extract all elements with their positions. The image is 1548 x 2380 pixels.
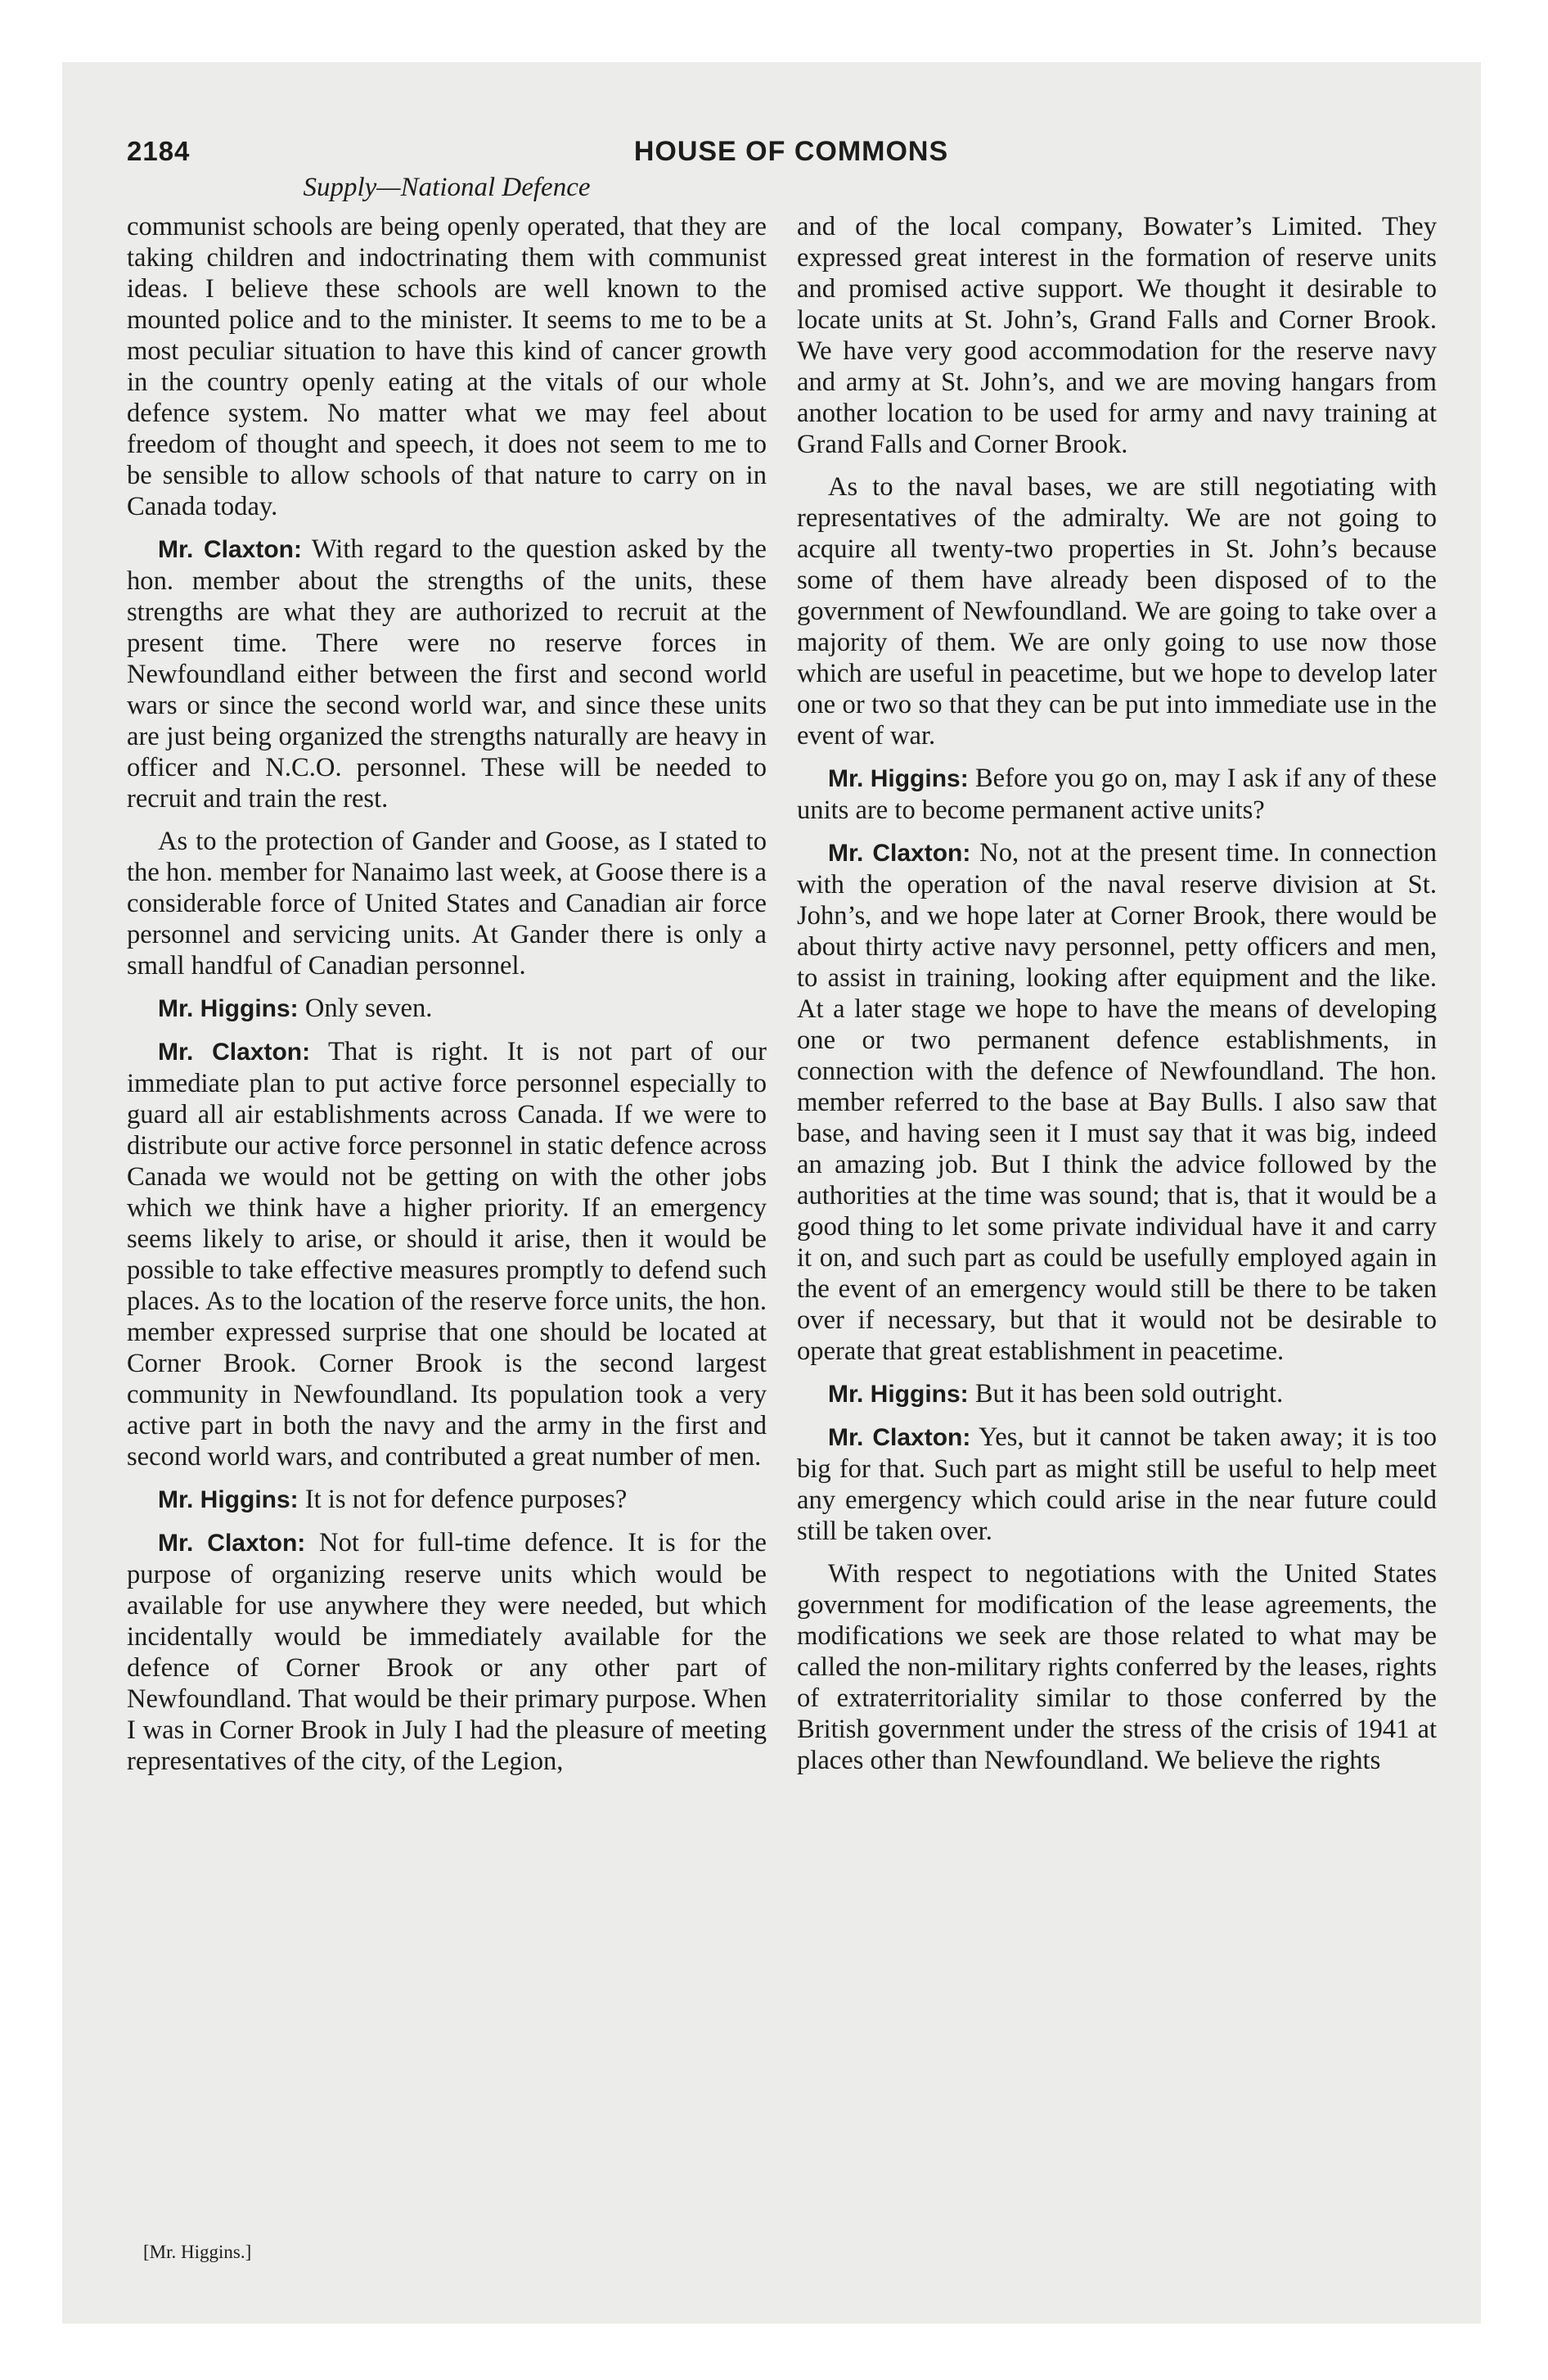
- speech: [797, 763, 1437, 826]
- speaker-name: Mr. Claxton:: [158, 1530, 306, 1557]
- left-column: [127, 211, 767, 1777]
- speech-text: But it has been sold outright.: [968, 1379, 1284, 1409]
- paragraph: communist schools are being openly operated, that they are taking children and indoctrinating them with communist ideas. I believe these schools are well known to the mounted police and to the minister. It seems to me to be a most peculiar situation to have this kind of cancer growth in the country openly eating at the vitals of our whole defence system. No matter what we may feel about freedom of thought and speech, it does not seem to me to be sensible to allow schools of that nature to carry on in Canada today.: [127, 212, 767, 521]
- footer-reference: [Mr. Higgins.]: [143, 2242, 252, 2262]
- speech-text: With regard to the question asked by the hon. member about the strengths of the units, these strengths are what they are authorized to recruit at the present time. There were no reserve forces in Newfoundland either between the first and second world wars or since the second world war, and since these units are just being organized the strengths naturally are heavy in officer and N.C.O. personnel. These will be needed to recruit and train the rest.: [127, 534, 767, 814]
- speech: [127, 1527, 767, 1777]
- page-header-title: HOUSE OF COMMONS: [633, 136, 949, 167]
- speech-text: No, not at the present time. In connection with the operation of the naval reserve division at St. John’s, and we hope later at Corner Brook, there would be about thirty active navy personnel, petty officers and men, to assist in training, looking after equipment and the like. At a later stage we hope to have the means of developing one or two permanent defence establishments, in connection with the defence of Newfoundland. The hon. member referred to the base at Bay Bulls. I also saw that base, and having seen it I must say that it was big, indeed an amazing job. But I think the advice followed by the authorities at the time was sound; that is, that it would be a good thing to let some private individual have it and carry it on, and such part as could be usefully employed again in the event of an emergency would still be there to be taken over if necessary, but that it would not be desirable to operate that great establishment in peacetime.: [797, 838, 1437, 1366]
- speaker-name: Mr. Claxton:: [158, 536, 302, 563]
- speaker-name: Mr. Higgins:: [828, 765, 969, 792]
- speech-text: Before you go on, may I ask if any of these units are to become permanent active units?: [797, 764, 1437, 825]
- speech: [127, 1484, 767, 1516]
- speech: [127, 534, 767, 814]
- speech: [127, 993, 767, 1025]
- speech: [797, 837, 1437, 1367]
- speech-text: That is right. It is not part of our immediate plan to put active force personnel especially to guard all air establishments across Canada. If we were to distribute our active force personnel in static defence across Canada we would not be getting on with the other jobs which we think have a higher priority. If an emergency seems likely to arise, or should it arise, then it would be possible to take effective measures promptly to defend such places. As to the location of the reserve force units, the hon. member expressed surprise that one should be located at Corner Brook. Corner Brook is the second largest community in Newfoundland. Its population took a very active part in both the navy and the army in the first and second world wars, and contributed a great number of men.: [127, 1037, 767, 1472]
- speaker-name: Mr. Higgins:: [158, 1486, 299, 1513]
- speech: [127, 1036, 767, 1472]
- speech-text: Yes, but it cannot be taken away; it is too big for that. Such part as might still be useful to help meet any emergency which could arise in the near future could still be taken over.: [797, 1422, 1437, 1546]
- section-title: Supply—National Defence: [303, 173, 591, 202]
- speech-text: Only seven.: [298, 994, 433, 1023]
- speaker-name: Mr. Claxton:: [158, 1039, 311, 1066]
- paragraph: As to the protection of Gander and Goose, as I stated to the hon. member for Nanaimo last week, at Goose there is a considerable force of United States and Canadian air force personnel and servicing units. At Gander there is only a small handful of Canadian personnel.: [127, 827, 767, 980]
- speech-text: It is not for defence purposes?: [298, 1485, 628, 1514]
- paragraph: As to the naval bases, we are still negotiating with representatives of the admiralty. We are not going to acquire all twenty-two properties in St. John’s because some of them have already been disposed of to the government of Newfoundland. We are going to take over a majority of them. We are only going to use now those which are useful in peacetime, but we hope to develop later one or two so that they can be put into immediate use in the event of war.: [797, 472, 1437, 751]
- right-column: [797, 211, 1437, 1776]
- paragraph: and of the local company, Bowater’s Limited. They expressed great interest in the formation of reserve units and promised active support. We thought it desirable to locate units at St. John’s, Grand Falls and Corner Brook. We have very good accommodation for the reserve navy and army at St. John’s, and we are moving hangars from another location to be used for army and navy training at Grand Falls and Corner Brook.: [797, 212, 1437, 459]
- running-head: [127, 136, 1456, 175]
- speaker-name: Mr. Claxton:: [828, 840, 971, 867]
- speech: [797, 1422, 1437, 1547]
- paragraph: With respect to negotiations with the United States government for modification of the lease agreements, the modifications we seek are those related to what may be called the non-military rights conferred by the leases, rights of extraterritoriality similar to those conferred by the British government under the stress of the crisis of 1941 at places other than Newfoundland. We believe the rights: [797, 1559, 1437, 1775]
- speaker-name: Mr. Higgins:: [158, 995, 299, 1022]
- page-number: 2184: [127, 136, 191, 166]
- speaker-name: Mr. Claxton:: [828, 1424, 971, 1451]
- speech: [797, 1378, 1437, 1410]
- speech-text: Not for full-time defence. It is for the purpose of organizing reserve units which would be available for use anywhere they were needed, but which incidentally would be immediately available for the defence of Corner Brook or any other part of Newfoundland. That would be their primary purpose. When I was in Corner Brook in July I had the pleasure of meeting representatives of the city, of the Legion,: [127, 1528, 767, 1776]
- speaker-name: Mr. Higgins:: [828, 1381, 969, 1408]
